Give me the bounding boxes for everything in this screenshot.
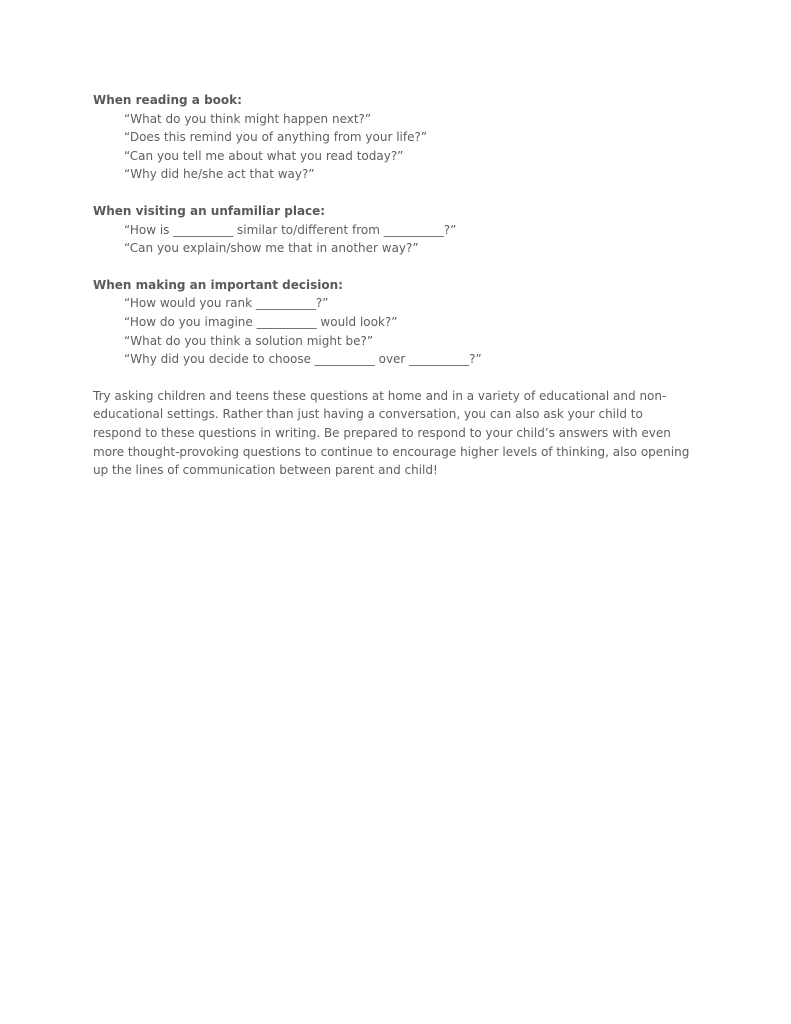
section-heading: When visiting an unfamiliar place: xyxy=(93,203,326,218)
section-unfamiliar-place xyxy=(93,202,698,258)
question-item: “How is __________ similar to/different from __________?” xyxy=(124,222,457,237)
question-item: “How do you imagine __________ would look?” xyxy=(124,314,398,329)
question-item: “Can you tell me about what you read today?” xyxy=(124,148,404,163)
question-item: “Does this remind you of anything from your life?” xyxy=(124,130,428,145)
section-heading: When reading a book: xyxy=(93,93,242,107)
section-heading: When making an important decision: xyxy=(93,277,343,292)
question-item: “What do you think a solution might be?” xyxy=(124,333,374,348)
question-item: “Why did you decide to choose __________ over __________?” xyxy=(124,352,482,367)
question-item: “Why did he/she act that way?” xyxy=(124,167,315,182)
section-reading-book xyxy=(93,91,698,184)
question-item: “Can you explain/show me that in another way?” xyxy=(124,241,419,256)
closing-paragraph: Try asking children and teens these questions at home and in a variety of educational and non-educational settings. Rather than just having a conversation, you can also ask your child to respond to these questions in writing. Be prepared to respond to your child’s answers with even more thought-provoking questions to continue to encourage higher levels of thinking, also opening up the lines of communication between parent and child! xyxy=(93,388,690,478)
question-item: “What do you think might happen next?” xyxy=(124,111,372,126)
section-important-decision xyxy=(93,276,698,369)
question-item: “How would you rank __________?” xyxy=(124,296,329,311)
document-page xyxy=(93,91,698,480)
